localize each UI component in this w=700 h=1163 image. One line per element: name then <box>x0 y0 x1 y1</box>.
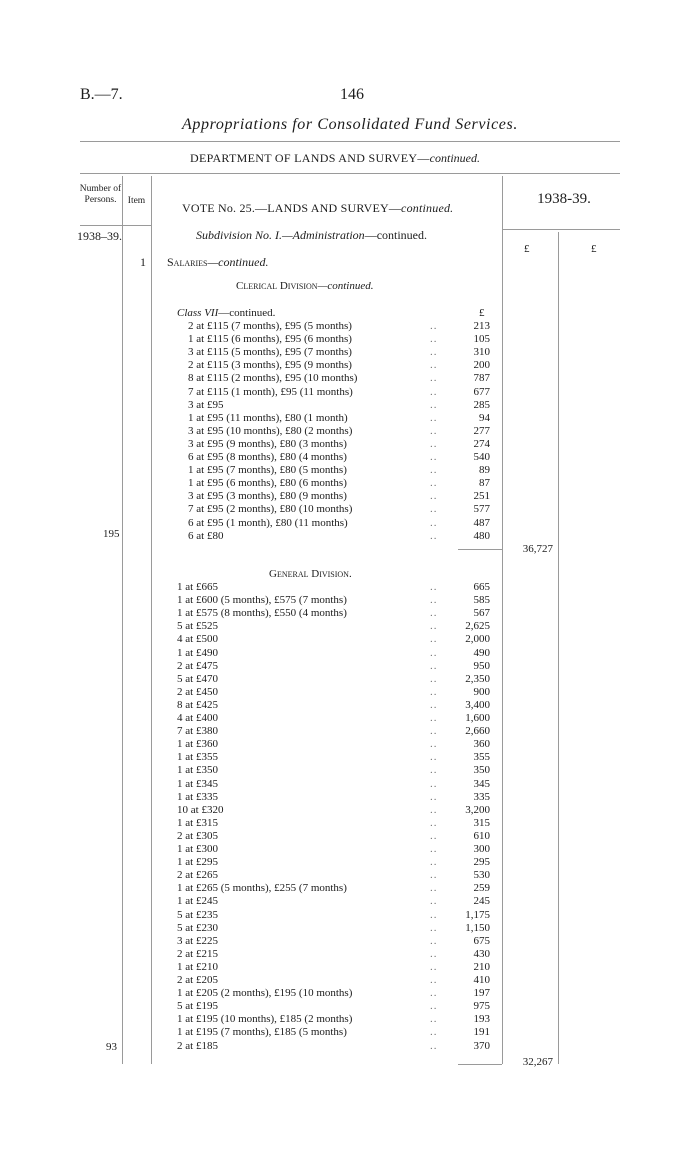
leader-dots: .. <box>430 947 438 960</box>
ledger-row-amount: 1,150 <box>465 921 490 934</box>
ledger-row-amount: 94 <box>479 411 490 424</box>
ledger-row-amount: 345 <box>473 777 490 790</box>
ledger-row-amount: 787 <box>473 372 490 385</box>
leader-dots: .. <box>430 424 438 437</box>
department-continued: continued. <box>429 151 480 165</box>
ledger-row <box>177 581 503 594</box>
ledger-row <box>177 594 503 607</box>
ledger-row-label: 2 at £115 (3 months), £95 (9 months) <box>188 359 352 372</box>
fiscal-year-heading: 1938-39. <box>537 191 591 207</box>
ledger-row-amount: 540 <box>473 451 490 463</box>
general-subtotal-rule <box>458 1064 502 1065</box>
leader-dots: .. <box>430 882 438 895</box>
ledger-row-label: 1 at £345 <box>177 777 218 790</box>
ledger-row-amount: 191 <box>473 1026 490 1039</box>
ledger-row-amount: 490 <box>473 646 490 659</box>
ledger-row-label: 1 at £360 <box>177 738 218 751</box>
ledger-row-amount: 370 <box>473 1039 490 1052</box>
leader-dots: .. <box>430 477 438 490</box>
ledger-row-amount: 213 <box>473 320 490 332</box>
ledger-row-label: 2 at £475 <box>177 659 218 672</box>
leader-dots: .. <box>430 895 438 908</box>
item-number: 1 <box>140 255 146 269</box>
leader-dots: .. <box>430 1000 438 1013</box>
leader-dots: .. <box>430 803 438 816</box>
ledger-row-label: 5 at £230 <box>177 921 218 934</box>
ledger-row-label: 1 at £95 (11 months), £80 (1 month) <box>188 411 348 424</box>
leader-dots: .. <box>430 712 438 724</box>
ledger-row <box>177 974 503 987</box>
leader-dots: .. <box>430 672 438 685</box>
ledger-row-label: 1 at £350 <box>177 764 218 777</box>
leader-dots: .. <box>430 685 438 698</box>
leader-dots: .. <box>430 816 438 829</box>
ledger-row-label: 4 at £500 <box>177 633 218 646</box>
ledger-row-amount: 677 <box>473 385 490 398</box>
ledger-row <box>177 882 503 895</box>
vote-continued: continued. <box>401 201 454 215</box>
leader-dots: .. <box>430 529 438 542</box>
ledger-row <box>177 633 503 646</box>
ledger-row-amount: 300 <box>473 843 490 855</box>
clerical-division-label: Clerical Division <box>236 280 318 292</box>
ledger-row-label: 1 at £295 <box>177 856 218 869</box>
ledger-row <box>177 1026 503 1039</box>
leader-dots: .. <box>430 974 438 986</box>
ledger-row <box>177 751 503 764</box>
ledger-row-amount: 675 <box>473 934 490 947</box>
ledger-row <box>177 686 503 699</box>
clerical-total: 36,727 <box>522 543 553 555</box>
ledger-row <box>177 843 503 856</box>
table-top-rule <box>80 173 620 174</box>
ledger-row-amount: 197 <box>473 987 490 1000</box>
ledger-row-amount: 567 <box>473 607 490 620</box>
ledger-row-label: 7 at £380 <box>177 725 218 738</box>
vote-title: VOTE No. 25.—LANDS AND SURVEY— <box>182 201 402 215</box>
ledger-row <box>177 660 503 673</box>
leader-dots: .. <box>430 594 438 607</box>
ledger-row-label: 8 at £425 <box>177 698 218 711</box>
pound-symbol-class: £ <box>479 307 485 319</box>
leader-dots: .. <box>430 738 438 751</box>
ledger-row-label: 1 at £95 (7 months), £80 (5 months) <box>188 464 347 477</box>
leader-dots: .. <box>430 921 438 934</box>
ledger-row <box>177 961 503 974</box>
ledger-row-label: 1 at £490 <box>177 646 218 659</box>
ledger-row-amount: 274 <box>473 437 490 450</box>
ledger-row-amount: 259 <box>473 882 490 895</box>
number-of-persons-heading: Number of Persons. <box>79 184 122 205</box>
ledger-row-label: 7 at £115 (1 month), £95 (11 months) <box>188 385 353 398</box>
ledger-row-amount: 1,600 <box>465 712 490 724</box>
ledger-row <box>177 464 503 477</box>
ledger-row <box>177 425 503 438</box>
general-persons-count: 93 <box>106 1041 117 1053</box>
leader-dots: .. <box>430 908 438 921</box>
ledger-row-amount: 193 <box>473 1013 490 1026</box>
ledger-row <box>177 699 503 712</box>
ledger-row <box>177 386 503 399</box>
ledger-row-label: 1 at £335 <box>177 790 218 803</box>
ledger-row-label: 2 at £450 <box>177 685 218 698</box>
ledger-row-amount: 3,200 <box>465 803 490 816</box>
ledger-row-label: 1 at £245 <box>177 895 218 908</box>
salaries-label: Salaries <box>167 255 208 269</box>
clerical-division-heading <box>236 280 374 292</box>
ledger-row <box>177 346 503 359</box>
ledger-row-amount: 105 <box>473 333 490 346</box>
ledger-row-label: 5 at £195 <box>177 1000 218 1013</box>
ledger-row-label: 7 at £95 (2 months), £80 (10 months) <box>188 503 353 516</box>
ledger-row-label: 3 at £95 <box>188 398 224 411</box>
ledger-row-label: 4 at £400 <box>177 712 218 724</box>
ledger-row-label: 6 at £95 (8 months), £80 (4 months) <box>188 451 347 463</box>
leader-dots: .. <box>430 790 438 803</box>
ledger-row-label: 3 at £95 (10 months), £80 (2 months) <box>188 424 353 437</box>
column-rule-persons <box>122 176 123 1064</box>
ledger-row <box>177 359 503 372</box>
leader-dots: .. <box>430 633 438 646</box>
ledger-row <box>177 987 503 1000</box>
column-rule-item <box>151 176 152 1064</box>
ledger-row <box>177 1000 503 1013</box>
ledger-row-label: 2 at £185 <box>177 1039 218 1052</box>
ledger-row <box>177 791 503 804</box>
class-label: Class VII <box>177 307 219 319</box>
ledger-row-amount: 2,000 <box>465 633 490 646</box>
ledger-row-amount: 2,625 <box>465 620 490 633</box>
leader-dots: .. <box>430 607 438 620</box>
ledger-row-label: 1 at £315 <box>177 816 218 829</box>
ledger-row <box>177 412 503 425</box>
ledger-row <box>177 817 503 830</box>
ledger-row-label: 1 at £355 <box>177 751 218 764</box>
ledger-row-amount: 245 <box>473 895 490 908</box>
ledger-row <box>177 738 503 751</box>
ledger-row-label: 1 at £95 (6 months), £80 (6 months) <box>188 477 347 490</box>
ledger-row <box>177 830 503 843</box>
ledger-row-label: 5 at £470 <box>177 672 218 685</box>
ledger-row-label: 8 at £115 (2 months), £95 (10 months) <box>188 372 358 385</box>
ledger-row-amount: 410 <box>473 974 490 986</box>
leader-dots: .. <box>430 829 438 842</box>
ledger-row-amount: 577 <box>473 503 490 516</box>
ledger-row-label: 5 at £525 <box>177 620 218 633</box>
ledger-row <box>177 725 503 738</box>
page-title: Appropriations for Consolidated Fund Services. <box>182 116 518 133</box>
class-continued: —continued. <box>218 307 276 319</box>
salaries-continued: —continued. <box>207 255 269 269</box>
leader-dots: .. <box>430 516 438 529</box>
leader-dots: .. <box>430 1026 438 1039</box>
column-rule-amount <box>558 232 559 1064</box>
ledger-row <box>177 438 503 451</box>
ledger-row-amount: 487 <box>473 516 490 529</box>
ledger-row-amount: 200 <box>473 359 490 372</box>
leader-dots: .. <box>430 490 438 503</box>
leader-dots: .. <box>430 869 438 882</box>
ledger-row-label: 2 at £305 <box>177 829 218 842</box>
ledger-row <box>177 673 503 686</box>
ledger-row-label: 1 at £600 (5 months), £575 (7 months) <box>177 594 347 607</box>
leader-dots: .. <box>430 725 438 738</box>
ledger-row-amount: 355 <box>473 751 490 764</box>
ledger-row <box>177 856 503 869</box>
clerical-division-continued: —continued. <box>317 280 374 292</box>
ledger-row-label: 1 at £115 (6 months), £95 (6 months) <box>188 333 352 346</box>
class-heading <box>177 307 275 319</box>
ledger-row <box>177 948 503 961</box>
ledger-row-label: 10 at £320 <box>177 803 224 816</box>
ledger-row-amount: 315 <box>473 816 490 829</box>
leader-dots: .. <box>430 843 438 855</box>
ledger-row <box>177 778 503 791</box>
ledger-row <box>177 869 503 882</box>
ledger-row-label: 1 at £195 (7 months), £185 (5 months) <box>177 1026 347 1039</box>
ledger-row <box>177 490 503 503</box>
ledger-row-label: 3 at £115 (5 months), £95 (7 months) <box>188 346 352 359</box>
title-rule <box>80 141 620 142</box>
ledger-row <box>177 922 503 935</box>
ledger-row-amount: 975 <box>473 1000 490 1013</box>
leader-dots: .. <box>430 620 438 633</box>
ledger-row <box>177 399 503 412</box>
ledger-row <box>177 935 503 948</box>
ledger-row <box>177 517 503 530</box>
leader-dots: .. <box>430 411 438 424</box>
ledger-row-label: 6 at £80 <box>188 529 224 542</box>
ledger-row <box>177 804 503 817</box>
leader-dots: .. <box>430 372 438 385</box>
leader-dots: .. <box>430 1013 438 1026</box>
ledger-row-amount: 530 <box>473 869 490 882</box>
leader-dots: .. <box>430 320 438 332</box>
ledger-row <box>177 607 503 620</box>
persons-year: 1938–39. <box>77 229 122 243</box>
ledger-row-label: 6 at £95 (1 month), £80 (11 months) <box>188 516 348 529</box>
item-heading: Item <box>127 196 146 206</box>
leader-dots: .. <box>430 581 438 593</box>
leader-dots: .. <box>430 987 438 1000</box>
ledger-row-label: 2 at £265 <box>177 869 218 882</box>
ledger-row-label: 3 at £225 <box>177 934 218 947</box>
subdivision-heading <box>196 228 427 243</box>
ledger-row-amount: 480 <box>473 529 490 542</box>
ledger-row-amount: 310 <box>473 346 490 359</box>
ledger-row-label: 1 at £210 <box>177 960 218 973</box>
ledger-row <box>177 1040 503 1053</box>
leader-dots: .. <box>430 777 438 790</box>
leader-dots: .. <box>430 764 438 777</box>
ledger-row-amount: 335 <box>473 790 490 803</box>
ledger-row-amount: 430 <box>473 947 490 960</box>
ledger-row-label: 1 at £265 (5 months), £255 (7 months) <box>177 882 347 895</box>
ledger-row-label: 1 at £665 <box>177 581 218 593</box>
ledger-row-label: 1 at £205 (2 months), £195 (10 months) <box>177 987 353 1000</box>
ledger-row-label: 2 at £205 <box>177 974 218 986</box>
ledger-row-amount: 89 <box>479 464 490 477</box>
ledger-row <box>177 1013 503 1026</box>
clerical-persons-count: 195 <box>103 528 120 540</box>
ledger-row-amount: 87 <box>479 477 490 490</box>
ledger-row <box>177 764 503 777</box>
leader-dots: .. <box>430 359 438 372</box>
pound-symbol-total-column: £ <box>591 243 597 255</box>
ledger-row-amount: 2,350 <box>465 672 490 685</box>
ledger-row-amount: 1,175 <box>465 908 490 921</box>
leader-dots: .. <box>430 659 438 672</box>
department-name: DEPARTMENT OF LANDS AND SURVEY— <box>190 151 430 165</box>
report-reference: B.—7. <box>80 86 123 103</box>
ledger-row-amount: 585 <box>473 594 490 607</box>
ledger-row <box>177 530 503 543</box>
salaries-heading <box>167 255 268 270</box>
ledger-row <box>177 372 503 385</box>
department-heading <box>190 151 480 166</box>
ledger-row-label: 2 at £115 (7 months), £95 (5 months) <box>188 320 352 332</box>
ledger-row <box>177 320 503 333</box>
subdivision-label: Subdivision No. I.—Administration <box>196 228 365 242</box>
ledger-row-label: 1 at £195 (10 months), £185 (2 months) <box>177 1013 353 1026</box>
ledger-row <box>177 647 503 660</box>
header-rule-right <box>502 229 620 230</box>
subdivision-continued: —continued. <box>364 228 428 242</box>
leader-dots: .. <box>430 451 438 463</box>
ledger-row-amount: 251 <box>473 490 490 503</box>
ledger-row-amount: 2,660 <box>465 725 490 738</box>
ledger-row-amount: 610 <box>473 829 490 842</box>
ledger-row <box>177 895 503 908</box>
leader-dots: .. <box>430 385 438 398</box>
ledger-row-amount: 210 <box>473 960 490 973</box>
leader-dots: .. <box>430 346 438 359</box>
pound-symbol-amount-column: £ <box>524 243 530 255</box>
ledger-row-amount: 277 <box>473 424 490 437</box>
ledger-row-amount: 3,400 <box>465 698 490 711</box>
page-number: 146 <box>340 86 364 103</box>
general-total: 32,267 <box>522 1056 553 1068</box>
vote-heading <box>182 201 453 216</box>
ledger-row <box>177 712 503 725</box>
leader-dots: .. <box>430 503 438 516</box>
ledger-row-label: 1 at £300 <box>177 843 218 855</box>
general-division-heading: General Division. <box>269 568 352 580</box>
ledger-row <box>177 333 503 346</box>
header-rule-left <box>80 225 151 226</box>
leader-dots: .. <box>430 437 438 450</box>
ledger-row <box>177 620 503 633</box>
ledger-row-label: 2 at £215 <box>177 947 218 960</box>
leader-dots: .. <box>430 398 438 411</box>
ledger-row-label: 3 at £95 (3 months), £80 (9 months) <box>188 490 347 503</box>
ledger-row-amount: 295 <box>473 856 490 869</box>
leader-dots: .. <box>430 934 438 947</box>
leader-dots: .. <box>430 646 438 659</box>
ledger-row <box>177 477 503 490</box>
leader-dots: .. <box>430 698 438 711</box>
ledger-row-amount: 900 <box>473 685 490 698</box>
leader-dots: .. <box>430 856 438 869</box>
ledger-row-amount: 350 <box>473 764 490 777</box>
leader-dots: .. <box>430 751 438 764</box>
ledger-row-amount: 285 <box>473 398 490 411</box>
ledger-row-label: 5 at £235 <box>177 908 218 921</box>
ledger-row <box>177 503 503 516</box>
leader-dots: .. <box>430 1039 438 1052</box>
leader-dots: .. <box>430 960 438 973</box>
leader-dots: .. <box>430 464 438 477</box>
ledger-row-amount: 950 <box>473 659 490 672</box>
leader-dots: .. <box>430 333 438 346</box>
ledger-row-label: 1 at £575 (8 months), £550 (4 months) <box>177 607 347 620</box>
ledger-row <box>177 451 503 464</box>
ledger-row-amount: 360 <box>473 738 490 751</box>
ledger-row-label: 3 at £95 (9 months), £80 (3 months) <box>188 437 347 450</box>
ledger-row-amount: 665 <box>473 581 490 593</box>
ledger-row <box>177 909 503 922</box>
clerical-subtotal-rule <box>458 549 502 550</box>
